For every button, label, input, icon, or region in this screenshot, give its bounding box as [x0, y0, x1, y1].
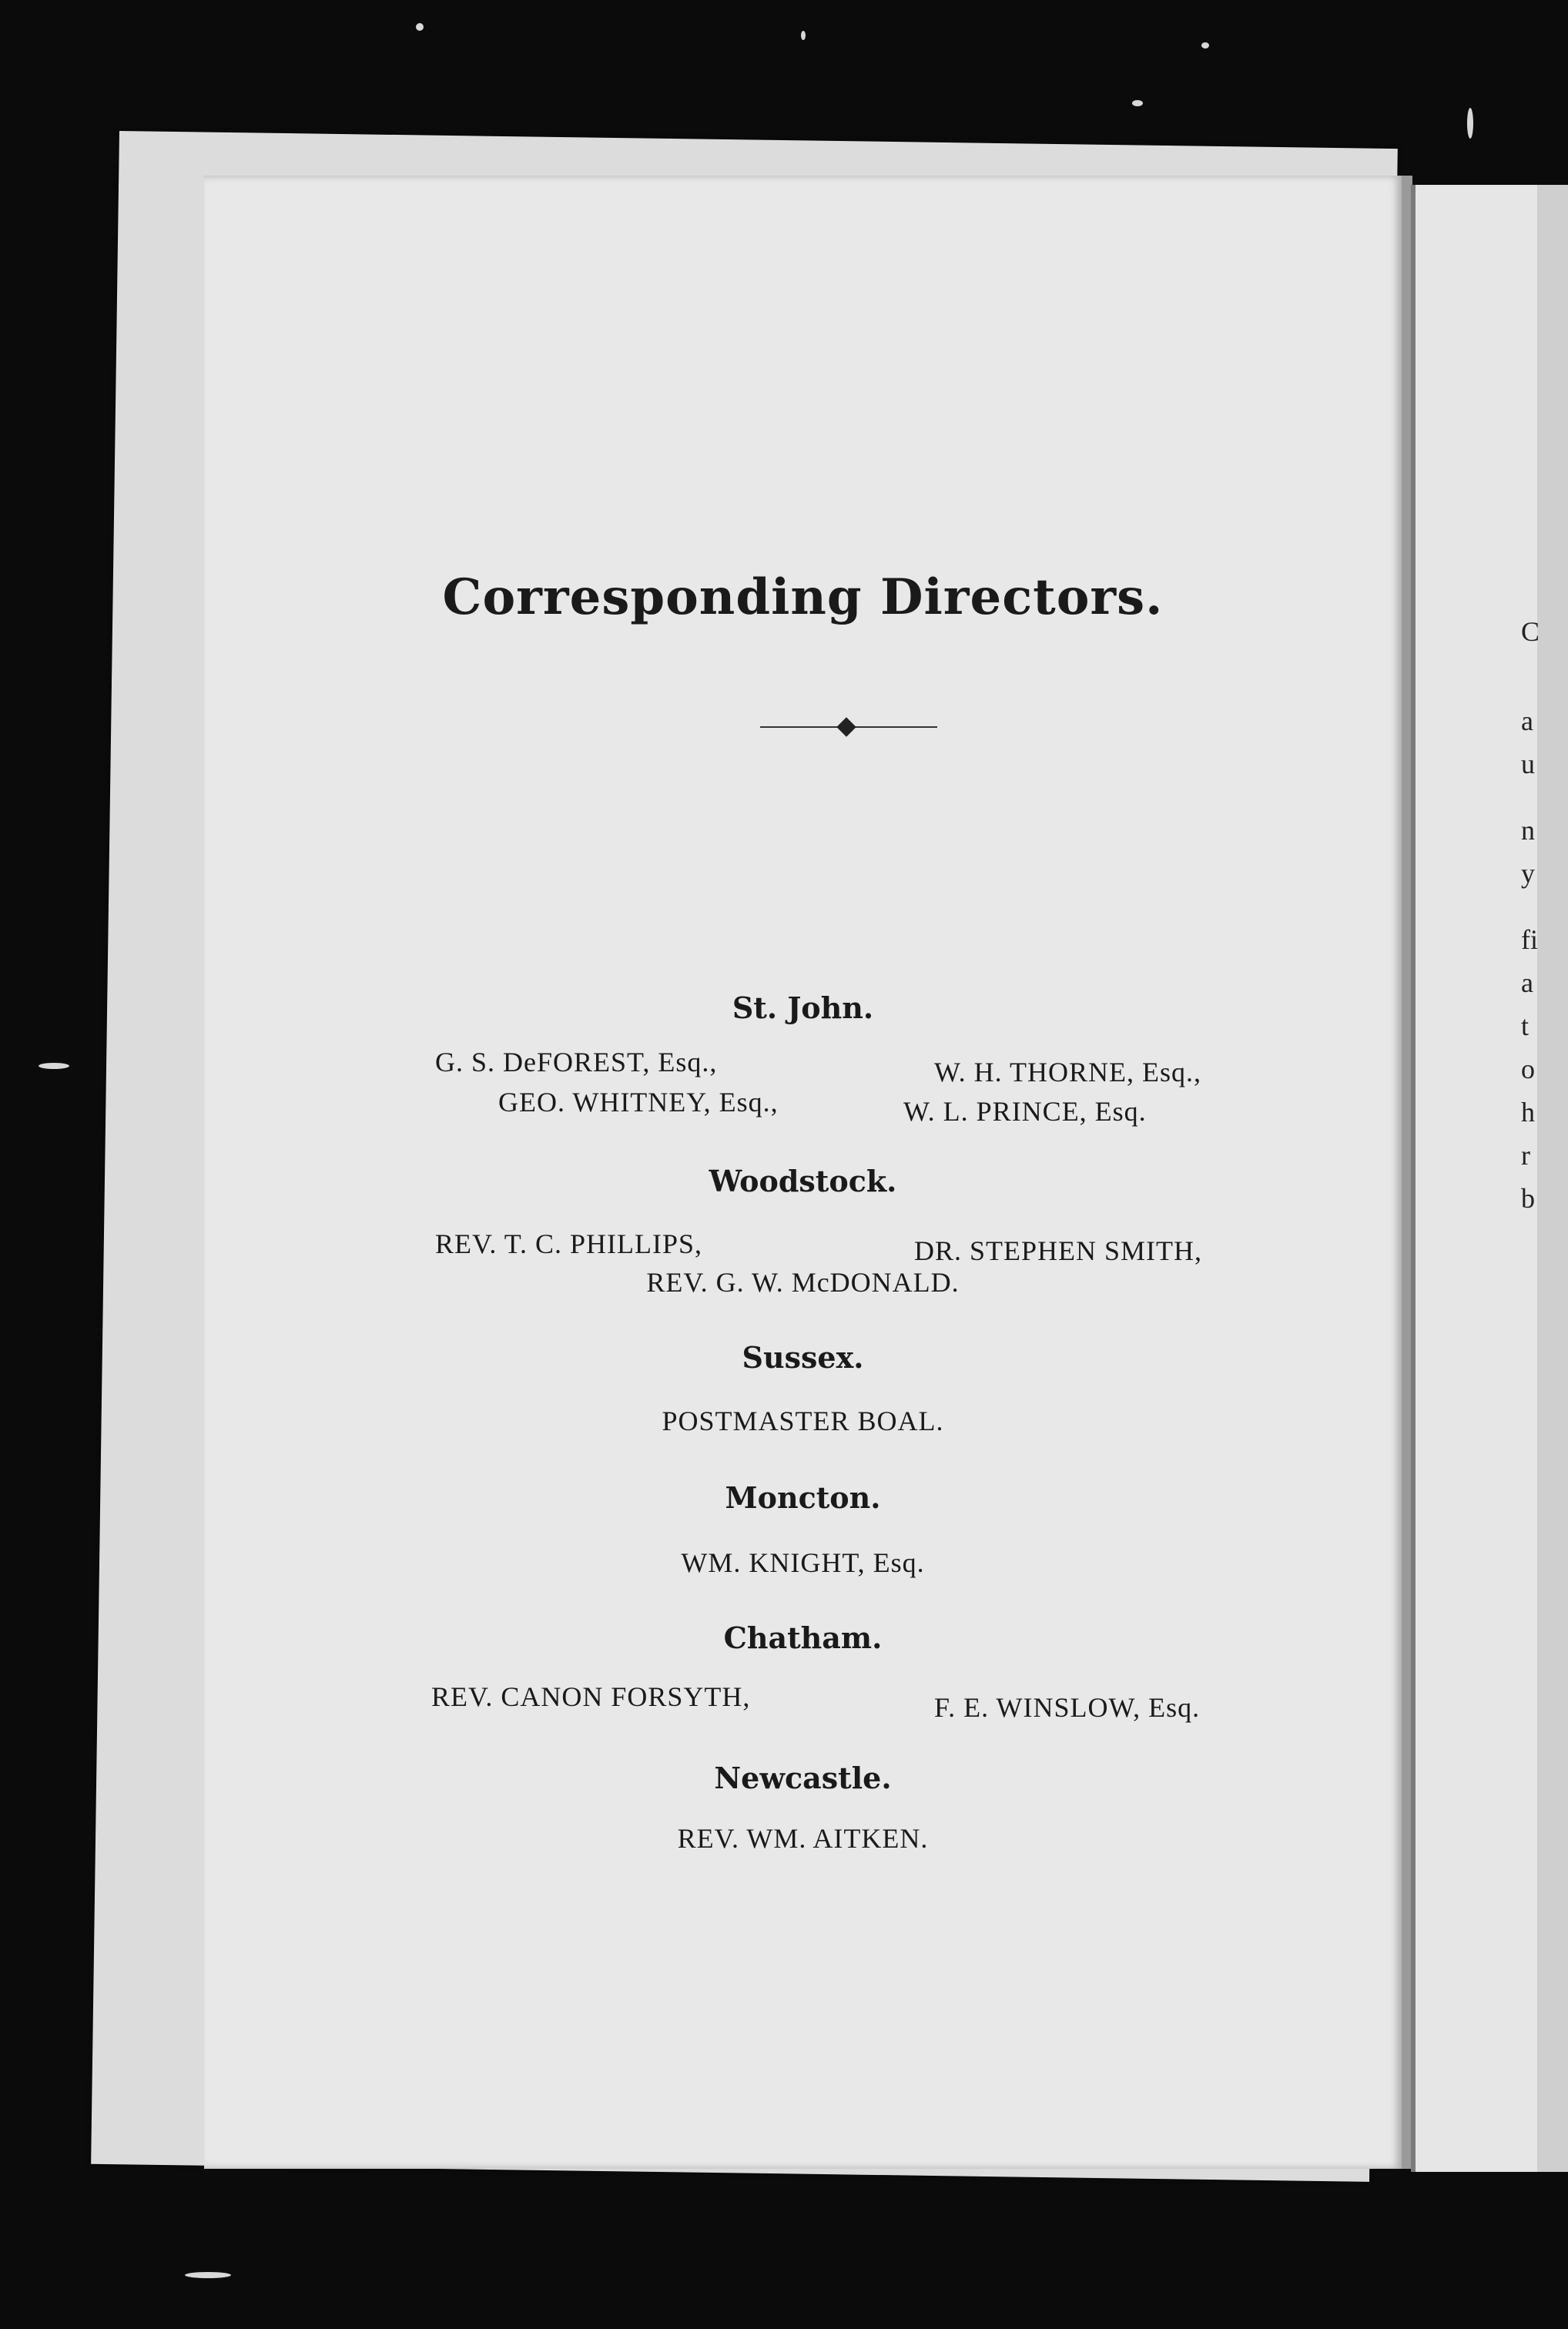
facing-page-text — [1521, 608, 1540, 1218]
film-speck — [39, 1063, 69, 1069]
place-heading: Newcastle. — [714, 1761, 892, 1795]
director-name: REV. CANON FORSYTH, — [431, 1681, 751, 1712]
director-name: REV. G. W. McDONALD. — [646, 1267, 960, 1298]
facing-letter: o — [1521, 1054, 1535, 1084]
film-speck — [1201, 42, 1209, 49]
director-name: G. S. DeFOREST, Esq., — [435, 1047, 718, 1077]
facing-letter: h — [1521, 1097, 1535, 1128]
place-heading: Moncton. — [725, 1480, 881, 1515]
director-name: POSTMASTER BOAL. — [662, 1406, 944, 1436]
director-name: GEO. WHITNEY, Esq., — [498, 1087, 779, 1118]
place-heading: Woodstock. — [709, 1164, 897, 1198]
rule-ornament — [836, 717, 856, 736]
director-name: W. L. PRINCE, Esq. — [903, 1096, 1147, 1127]
facing-letter: t — [1521, 1010, 1529, 1041]
facing-letter: y — [1521, 858, 1535, 889]
director-name: W. H. THORNE, Esq., — [934, 1057, 1202, 1087]
film-speck — [416, 23, 424, 31]
place-heading: Chatham. — [723, 1620, 883, 1655]
director-name: REV. WM. AITKEN. — [677, 1823, 929, 1854]
director-name: F. E. WINSLOW, Esq. — [934, 1692, 1201, 1723]
facing-letter: a — [1521, 967, 1533, 998]
facing-letter: C — [1521, 616, 1540, 647]
film-speck — [801, 31, 806, 40]
page-content — [204, 176, 1402, 2169]
page-edge — [1537, 185, 1568, 2172]
place-heading: St. John. — [732, 990, 874, 1025]
director-name: REV. T. C. PHILLIPS, — [435, 1228, 703, 1259]
facing-letter: u — [1521, 749, 1535, 779]
director-name: DR. STEPHEN SMITH, — [914, 1235, 1203, 1266]
film-speck — [1467, 108, 1473, 139]
facing-letter: a — [1521, 705, 1533, 736]
place-heading: Sussex. — [742, 1340, 864, 1375]
director-name: WM. KNIGHT, Esq. — [681, 1547, 925, 1578]
facing-letter: r — [1521, 1140, 1530, 1171]
facing-letter: b — [1521, 1183, 1535, 1214]
film-speck — [185, 2272, 231, 2278]
film-speck — [1132, 100, 1143, 106]
facing-letter: n — [1521, 815, 1535, 846]
page-title: Corresponding Directors. — [442, 568, 1164, 626]
facing-letter: fi — [1521, 924, 1538, 955]
